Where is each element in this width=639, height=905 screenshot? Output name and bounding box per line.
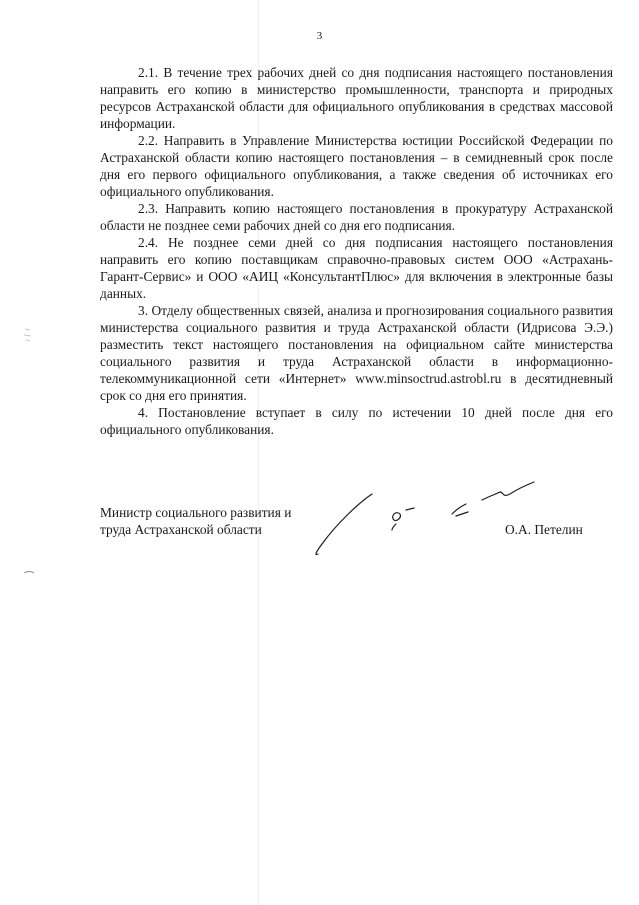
signatory-title-line-1: Министр социального развития и xyxy=(100,505,292,520)
signatory-title xyxy=(100,504,330,538)
page-number: 3 xyxy=(316,30,323,42)
paragraph-4: 4. Постановление вступает в силу по истечении 10 дней после дня его официального опубликования. xyxy=(100,405,613,437)
paragraph-2-2: 2.2. Направить в Управление Министерства юстиции Российской Федерации по Астраханской области копию настоящего постановления – в семидневный срок после дня его первого официального опубликования, а также сведения об источниках его официального опубликования. xyxy=(100,133,613,199)
document-body xyxy=(100,64,613,438)
signatory-name: О.А. Петелин xyxy=(505,522,583,537)
paragraph-3: 3. Отделу общественных связей, анализа и прогнозирования социального развития министерства социального развития и труда Астраханской области (Идрисова Э.Э.) разместить текст настоящего постановления на официальном сайте министерства социального развития и труда Астраханской области в информационно-телекоммуникационной сети «Интернет» www.minsoctrud.astrobl.ru в десятидневный срок со дня его принятия. xyxy=(100,303,613,403)
margin-scan-mark xyxy=(22,568,36,578)
signatory-title-line-2: труда Астраханской области xyxy=(100,522,262,537)
paragraph-2-3: 2.3. Направить копию настоящего постановления в прокуратуру Астраханской области не позднее семи рабочих дней со дня его подписания. xyxy=(100,201,613,233)
paragraph-2-1: 2.1. В течение трех рабочих дней со дня подписания настоящего постановления направить его копию в министерство промышленности, транспорта и природных ресурсов Астраханской области для официального опубликования в средствах массовой информации. xyxy=(100,65,613,131)
handwritten-signature xyxy=(310,462,560,562)
margin-scan-mark xyxy=(22,325,36,345)
paragraph-2-4: 2.4. Не позднее семи дней со дня подписания настоящего постановления направить его копию поставщикам справочно-правовых систем ООО «Астрахань-Гарант-Сервис» и ООО «АИЦ «КонсультантПлюс» для включения в электронные базы данных. xyxy=(100,235,613,301)
